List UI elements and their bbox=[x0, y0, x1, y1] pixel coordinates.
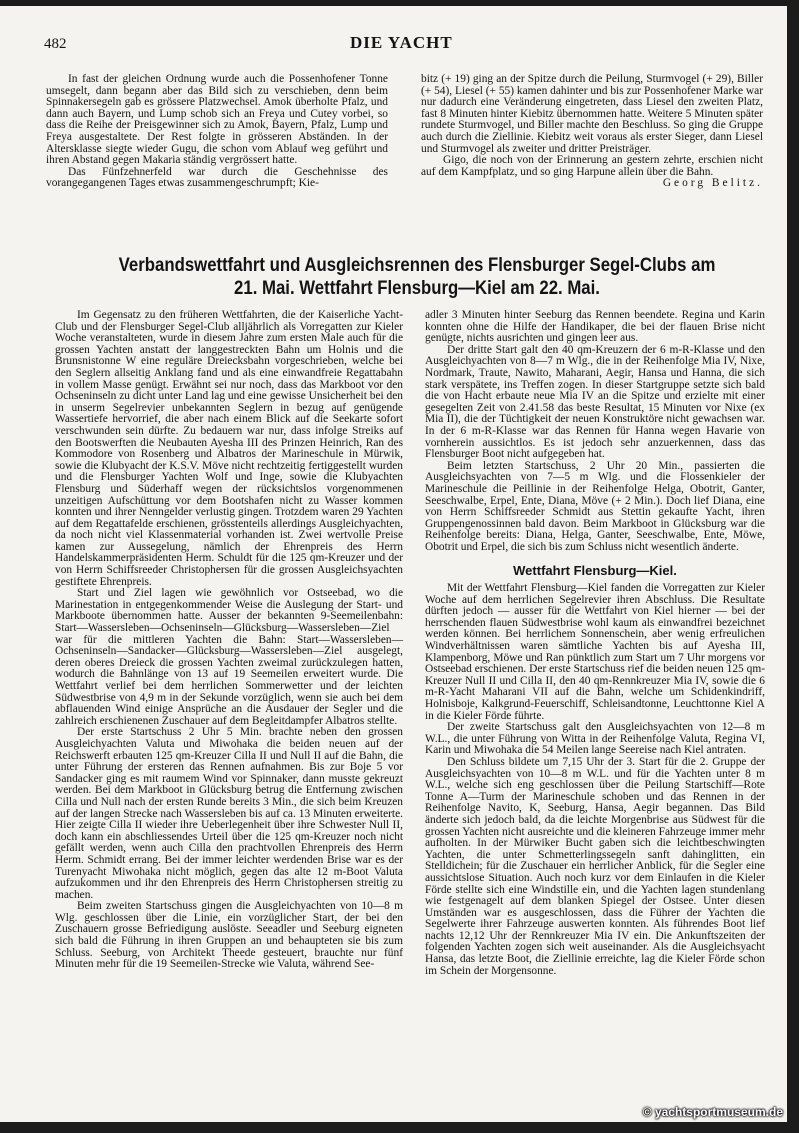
paragraph: Beim letzten Startschuss, 2 Uhr 20 Min., passierten die Ausgleichsyachten von 7—5 m Wlg. und die Flossenkieler der Marineschule die Peillinie in der Reihenfolge Helga, Obotrit, Ganter, Seeschwalbe, Erpel, Ente, Diana, Möve (+ 2 Min.). Doch lief Diana, eine von Herrn Schiffsreeder Schmidt aus Stettin gekaufte Yacht, ihren Gruppengenossinnen bald davon. Beim Markboot in Glücksburg war die Reihenfolge bereits: Diana, Helga, Ganter, Seeschwalbe, Ente, Möwe, Obotrit und Erpel, die sich bis zum Schluss nicht wesentlich änderte. bbox=[425, 459, 765, 553]
article-left-column bbox=[55, 310, 403, 971]
paragraph: Mit der Wettfahrt Flensburg—Kiel fanden die Vorregatten zur Kieler Woche auf dem herrlichen Segelrevier ihren Abschluss. Die Resultate dürften jedoch — ausser für die Wettfahrt von Kiel hierner — bei der herrschenden flauen Südwestbrise wohl kaum als einwandfrei bezeichnet werden können. Bei herrlichem Sonnenschein, aber wenig erfreulichen Windverhältnissen waren sämtliche Yachten bis auf Ayesha III, Klampenborg, Möwe und Ran pünktlich zum Start um 7 Uhr morgens vor Ostseebad erschienen. Der erste Startschuss rief die beiden neuen 125 qm-Kreuzer Null II und Cilla II, den 40 qm-Rennkreuzer Mia IV, sowie die 6 m-R-Yacht Maharani VII auf die Bahn, welche um Schidenkindriff, Holnisboje, Kalkgrund-Feuerschiff, Schleisandtonne, Leuchttonne Kiel A in die Kieler Förde führte. bbox=[425, 582, 765, 722]
paragraph: Das Fünfzehnerfeld war durch die Geschehnisse des vorangegangenen Tages etwas zusammengeschrumpft; Kie- bbox=[46, 165, 388, 190]
top-right-column bbox=[421, 74, 763, 190]
paragraph: Der zweite Startschuss galt den Ausgleichsyachten von 12—8 m W.L., die unter Führung von Witta in der Reihenfolge Valuta, Regina VI, Karin und Miwohaka die 54 Meilen lange Seereise nach Kiel antraten. bbox=[425, 721, 765, 757]
article-headline bbox=[95, 254, 740, 300]
scan-edge-bottom bbox=[0, 1122, 799, 1133]
scanned-page bbox=[0, 6, 787, 1122]
paragraph: Den Schluss bildete um 7,15 Uhr der 3. Start für die 2. Gruppe der Ausgleichsyachten von 10—8 m W.L. und für die Yachten unter 8 m W.L., welche sich eng geschlossen über die Peilung Startschiff—Rote Tonne A—Turm der Marineschule schoben und das Rennen in der Reihenfolge Navito, K, Seeburg, Hansa, Aegir begannen. Das Bild änderte sich jedoch bald, da die leichte Morgenbrise aus Südwest für die grossen Yachten nicht ausreichte und die kleineren Fahrzeuge immer mehr aufholten. In der Mürwiker Bucht gaben sich die leichtbeschwingten Yachten, die unter Schmetterlingssegeln sanft dahinglitten, ein Stelldichein; für die Zuschauer ein herrlicher Anblick, für die Segler eine aussichtslose Situation. Auch noch kurz vor dem Einlaufen in die Kieler Förde stellte sich eine Windstille ein, und die Yachten lagen stundenlang wie festgenagelt auf dem blanken Spiegel der Ostsee. Unter diesen Umständen war es ausgeschlossen, dass die Führer der Yachten die Segelwerte ihrer Fahrzeuge auswerten konnten. Als führendes Boot lief nachts 12,12 Uhr der Rennkreuzer Mia IV ein. Die Ankunftszeiten der folgenden Yachten zogen sich weit auseinander. Als die Ausgleichsyacht Hansa, das letzte Boot, die Ziellinie erreichte, lag die Kieler Förde schon im Schein der Morgensonne. bbox=[425, 755, 765, 977]
author-signature: Georg Belitz. bbox=[662, 177, 763, 190]
paragraph: bitz (+ 19) ging an der Spitze durch die Peilung, Sturmvogel (+ 29), Biller (+ 54), Liesel (+ 55) kamen dahinter und bis zur Possenhofener Marke war nur dadurch eine Veränderung eingetreten, dass Liesel den zweiten Platz, fast 8 Minuten hinter Kiebitz übernommen hatte. Weitere 5 Minuten später rundete Sturmvogel, und Biller machte den Beschluss. So ging die Gruppe auch durch die Ziellinie. Kiebitz weit voraus als erster Sieger, dann Liesel und Sturmvogel als zweiter und dritter Preisträger. bbox=[421, 73, 763, 155]
paragraph: adler 3 Minuten hinter Seeburg das Rennen beendete. Regina und Karin konnten ohne die Hilfe der Handikaper, die bei der flauen Brise nicht genügte, nichts ausrichten und gingen leer aus. bbox=[425, 309, 765, 345]
watermark-credit: © yachtsportmuseum.de bbox=[642, 1105, 783, 1119]
article-right-column bbox=[425, 310, 765, 977]
section-subheading: Wettfahrt Flensburg—Kiel. bbox=[513, 563, 677, 579]
paragraph: Der erste Startschuss 2 Uhr 5 Min. brachte neben den grossen Ausgleichyachten Valuta und Miwohaka die beiden neuen auf der Reichswerft erbauten 125 qm-Kreuzer Cilla II und Null II auf die Bahn, die unter Führung der ersteren das Rennen aufnahmen. Bis zur Boje 5 vor Sandacker ging es mit raumem Wind vor Spinnaker, dann musste gekreuzt werden. Bei dem Markboot in Glücksburg betrug die Entfernung zwischen Cilla und Null nach der ersten Runde bereits 3 Min., die sich beim Kreuzen auf der langen Strecke nach Wassersleben bis auf ca. 13 Minuten erweiterte. Hier zeigte Cilla II wieder ihre Ueberlegenheit über ihre Schwester Null II, doch kann ein abschliessendes Urteil über die 125 qm-Kreuzer noch nicht gefällt werden, wenn auch Cilla den prachtvollen Ehrenpreis des Herrn Herm. Schmidt errang. Bei der immer leichter werdenden Brise war es der Turenyacht Miwohaka nicht möglich, gegen das alte 12 m-Boot Valuta aufzukommen und ihr den Ehrenpreis des Herrn Christophersen streitig zu machen. bbox=[55, 726, 403, 901]
paragraph: Start und Ziel lagen wie gewöhnlich vor Ostseebad, wo die Marinestation in entgegenkommender Weise die Auslegung der Start- und Markboote übernommen hatte. Ausser der bekannten 9-Seemeilenbahn: Start—Wassersleben—Ochseninseln—Glücksburg—Wassersleben—Ziel war für die mittleren Yachten die Bahn: Start—Wassersleben—Ochseninseln—Sandacker—Glücksburg—Wassersleben—Ziel ausgelegt, deren oberes Dreieck die grossen Yachten zweimal zurückzulegen hatten, wodurch die Bahnlänge von 13 auf 19 Seemeilen erweitert wurde. Die Wettfahrt verlief bei dem herrlichen Sommerwetter und der leichten Südwestbrise von 4,9 m in der Sekunde vorzüglich, wenn sie auch bei dem abflauenden Wind einige Ansprüche an die Ausdauer der Segler und die zahlreich erschienenen Zuschauer auf dem Begleitdampfer Albatros stellte. bbox=[55, 587, 403, 727]
headline-line-2: 21. Mai. Wettfahrt Flensburg—Kiel am 22. Mai. bbox=[234, 277, 600, 299]
paragraph: In fast der gleichen Ordnung wurde auch die Possenhofener Tonne umsegelt, dann begann aber das Bild sich zu verschieben, denn beim Spinnakersegeln gab es grössere Platzwechsel. Amok überholte Pfalz, und dann auch Bayern, und Lump schob sich an Freya und Cutey vorbei, so dass die Reihe der Preisgewinner sich zu Amok, Bayern, Pfalz, Lump und Freya ausgestaltete. Der Rest folgte in grösseren Abständen. In der Altersklasse siegte wieder Gugu, die schon vom Ablauf weg geführt und ihren Abstand gegen Makaria ständig vergrössert hatte. bbox=[46, 73, 388, 167]
running-title: DIE YACHT bbox=[350, 33, 453, 52]
paragraph: Gigo, die noch von der Erinnerung an gestern zehrte, erschien nicht auf dem Kampfplatz, und so ging Harpune allein über die Bahn. bbox=[421, 154, 763, 178]
scan-edge-right bbox=[787, 0, 799, 1133]
paragraph: Der dritte Start galt den 40 qm-Kreuzern der 6 m-R-Klasse und den Ausgleichyachten von 8—7 m Wlg., die in der Reihenfolge Mia IV, Nixe, Nordmark, Traute, Nawito, Maharani, Aegir, Hansa und Hanna, die sich stark verspätete, ins Treffen zogen. In dieser Startgruppe setzte sich bald die von Hacht erbaute neue Mia IV an die Spitze und erzielte mit einer gesegelten Zeit von 2.41.58 das beste Resultat, 15 Minuten vor Nixe (ex Mia II), die der Tüchtigkeit der neuen Konstruktöre nicht gewachsen war. In der 6 m-R-Klasse war das Rennen für Hanna wegen Havarie von vornherein aussichtlos. Es ist jedoch sehr anzuerkennen, dass das Flensburger Boot nicht aufgegeben hat. bbox=[425, 343, 765, 461]
top-left-column bbox=[46, 74, 388, 190]
page-number: 482 bbox=[44, 36, 67, 52]
paragraph: Beim zweiten Startschuss gingen die Ausgleichyachten von 10—8 m Wlg. geschlossen über die Linie, ein vorzüglicher Start, der bei den Zuschauern grosse Befriedigung auslöste. Seeadler und Seeburg eigneten sich bald die Führung in ihren Gruppen an und behaupteten sie bis zum Schluss. Seeburg, von Architekt Theede gesteuert, brauchte nur fünf Minuten mehr für die 19 Seemeilen-Strecke wie Valuta, während See- bbox=[55, 900, 403, 971]
headline-line-1: Verbandswettfahrt und Ausgleichsrennen des Flensburger Segel-Clubs am bbox=[118, 254, 716, 276]
paragraph: Im Gegensatz zu den früheren Wettfahrten, die der Kaiserliche Yacht-Club und der Flensburger Segel-Club alljährlich als Vorregatten zur Kieler Woche veranstalteten, wurde in diesem Jahre zum ersten Male auch für die grossen Yachten anstatt der langgestreckten Bahn um Holnis und die Brunsnistonne W eine reguläre Dreiecksbahn vorgeschrieben, welche bei den Seglern allseitig Anklang fand und als eine einwandfreie Regattabahn in vollem Masse genügt. Erwähnt sei nur noch, dass das Markboot vor den Ochseninseln zu dicht unter Land lag und eine gewisse Unsicherheit bei den in unserm Segelrevier unbekannten Seglern in bezug auf genügende Wassertiefe hervorrief, die aber nach einem Blick auf die Seekarte sofort verschwunden sein dürfte. Zu bedauern war nur, dass infolge Streiks auf den Bootswerften die Neubauten Ayesha III des Prinzen Heinrich, Ran des Kommodore von Rosenberg und Albatros der Marineschule in Mürwik, sowie die Klubyacht der K.S.V. Möve nicht rechtzeitig fertiggestellt wurden und die Flensburger Yachten Wolf und Inge, sowie die Klubyachten Flensburg und Süderhaff wegen der rücksichtslos vorgenommenen unzeitigen Aufschüttung vor dem Bootshafen nicht zu Wasser kommen konnten und ihrer Nenngelder verlustig gingen. Trotzdem waren 29 Yachten auf dem Regattafelde erschienen, grösstenteils allerdings Ausgleichyachten, da noch nicht viel Klassenmaterial vorhanden ist. Zwei wertvolle Preise kamen zur Aussegelung, nämlich der Ehrenpreis des Herrn Handelskammerpräsidenten Herm. Schuldt für die 125 qm-Kreuzer und der von Herrn Schiffsreeder Christophersen für die grossen Ausgleichsyachten gestiftete Ehrenpreis. bbox=[55, 309, 403, 588]
